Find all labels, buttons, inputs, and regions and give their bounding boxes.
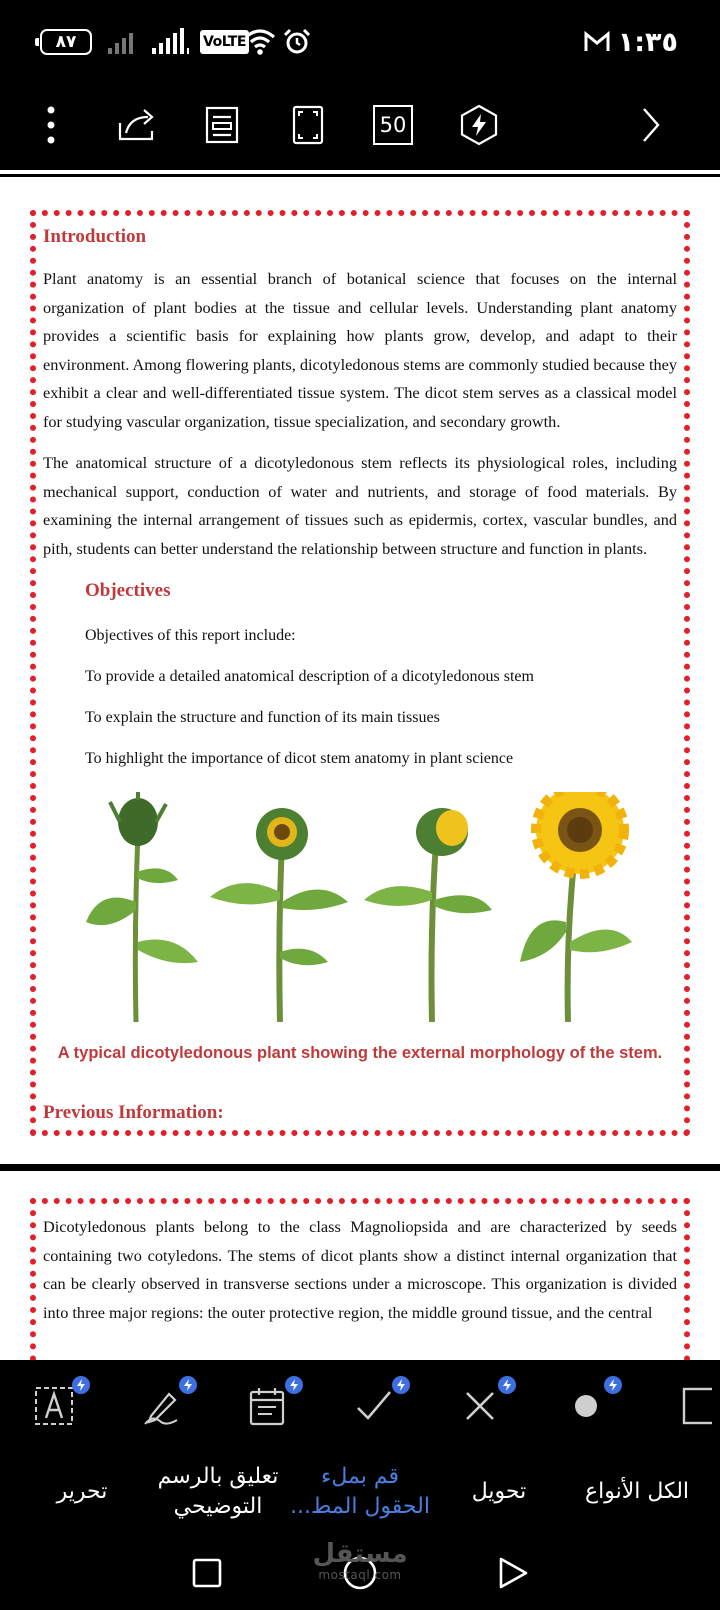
intro-paragraph-1: Plant anatomy is an essential branch of botanical science that focuses on the internal organization of plant bodies at the tissue and cellular levels. Understanding plant anatomy provides a scientific basis for explaining how plants grow, develop, and adapt to their environment. Among flowering plants, dicotyledonous stems are commonly studied because they exhibit a clear and well-differentiated tissue system. The dicot stem serves as a classical model for studying vascular organization, tissue specialization, and secondary growth.: [43, 269, 677, 431]
ai-bolt-badge-icon: [392, 1376, 410, 1394]
page2-paragraph-1: Dicotyledonous plants belong to the class Magnoliopsida and are characterized by seeds containing two cotyledons. The stems of dicot plants show a distinct internal organization that can be clearly observed in transverse sections under a microscope. This organization is divided into three major regions: the outer protective region, the middle ground tissue, and the central: [43, 1217, 677, 1322]
objectives-intro: Objectives of this report include:: [85, 627, 296, 644]
gmail-icon: [584, 31, 610, 53]
dot-icon[interactable]: [562, 1382, 610, 1430]
signal-weak-icon: [108, 24, 142, 60]
watermark-domain: mostaql.com: [318, 1568, 402, 1582]
objective-item: To provide a detailed anatomical description of a dicotyledonous stem: [85, 668, 534, 685]
status-clock: [584, 24, 678, 60]
objective-item: To explain the structure and function of its main tissues: [85, 709, 440, 726]
fill-sign-toolbar: [0, 1360, 720, 1448]
time-text: ١:٣٥: [617, 26, 678, 58]
page-2: [30, 1198, 690, 1360]
battery-indicator: [40, 29, 92, 55]
home-icon[interactable]: [337, 1550, 383, 1596]
watermark-arabic: مستقل: [312, 1539, 408, 1569]
signal-strong-icon: [152, 24, 192, 60]
ai-bolt-icon[interactable]: [456, 102, 502, 148]
sunflower-full-bloom-illustration: [520, 792, 632, 1022]
back-icon[interactable]: [490, 1550, 536, 1596]
chevron-right-icon[interactable]: [628, 102, 674, 148]
recents-icon[interactable]: [184, 1550, 230, 1596]
objective-item: To highlight the importance of dicot stem anatomy in plant science: [85, 750, 514, 767]
tab-edit[interactable]: تحرير: [56, 1479, 108, 1504]
ai-bolt-badge-icon: [179, 1376, 197, 1394]
document-viewer[interactable]: [0, 164, 720, 1360]
reading-mode-icon[interactable]: [199, 102, 245, 148]
share-icon[interactable]: [114, 102, 160, 148]
more-vert-icon[interactable]: [28, 102, 74, 148]
square-icon[interactable]: [672, 1382, 720, 1430]
pen-sign-icon[interactable]: [137, 1382, 185, 1430]
fullscreen-icon[interactable]: [285, 102, 331, 148]
mode-tabs: [0, 1448, 720, 1536]
cross-icon[interactable]: [456, 1382, 504, 1430]
page-1: [30, 210, 690, 1136]
heading-introduction: Introduction: [43, 226, 147, 247]
page-count: 50: [379, 113, 407, 137]
intro-paragraph-2: The anatomical structure of a dicotyledonous stem reflects its physiological roles, including mechanical support, conduction of water and nutrients, and storage of food materials. By examining the internal arrangement of tissues such as epidermis, cortex, vascular bundles, and pith, students can better understand the relationship between structure and function in plants.: [43, 453, 677, 558]
sunflower-opening-illustration: [210, 808, 348, 1022]
ai-bolt-badge-icon: [604, 1376, 622, 1394]
sunflower-growth-stages-image: [80, 792, 640, 1022]
figure-caption: A typical dicotyledonous plant showing the external morphology of the stem.: [57, 1044, 663, 1062]
heading-previous-information: Previous Information:: [43, 1102, 224, 1123]
text-box-icon[interactable]: [30, 1382, 78, 1430]
ai-bolt-badge-icon: [498, 1376, 516, 1394]
volte-badge: VoLTE: [200, 30, 249, 54]
calendar-icon[interactable]: [243, 1382, 291, 1430]
sunflower-bud-illustration: [86, 792, 198, 1022]
tab-fill-sign[interactable]: قم بملء الحقول المط...: [290, 1464, 430, 1519]
battery-level: ٨٧: [55, 32, 77, 52]
checkmark-icon[interactable]: [350, 1382, 398, 1430]
wifi-icon: [244, 24, 276, 60]
sunflower-half-open-illustration: [364, 808, 492, 1022]
tab-convert[interactable]: تحويل: [471, 1479, 527, 1504]
tab-annotate[interactable]: تعليق بالرسم التوضيحي: [157, 1464, 279, 1519]
status-bar: [0, 0, 720, 84]
heading-objectives: Objectives: [85, 580, 171, 601]
page-separator: [0, 164, 720, 170]
page-separator: [0, 1164, 720, 1171]
ai-bolt-badge-icon: [285, 1376, 303, 1394]
tab-all-types[interactable]: الكل الأنواع: [585, 1479, 690, 1504]
pdf-toolbar: [0, 84, 720, 164]
system-nav-bar: [0, 1536, 720, 1610]
page-count-icon[interactable]: [370, 102, 416, 148]
page-separator: [0, 174, 720, 177]
ai-bolt-badge-icon: [72, 1376, 90, 1394]
alarm-icon: [283, 24, 311, 60]
